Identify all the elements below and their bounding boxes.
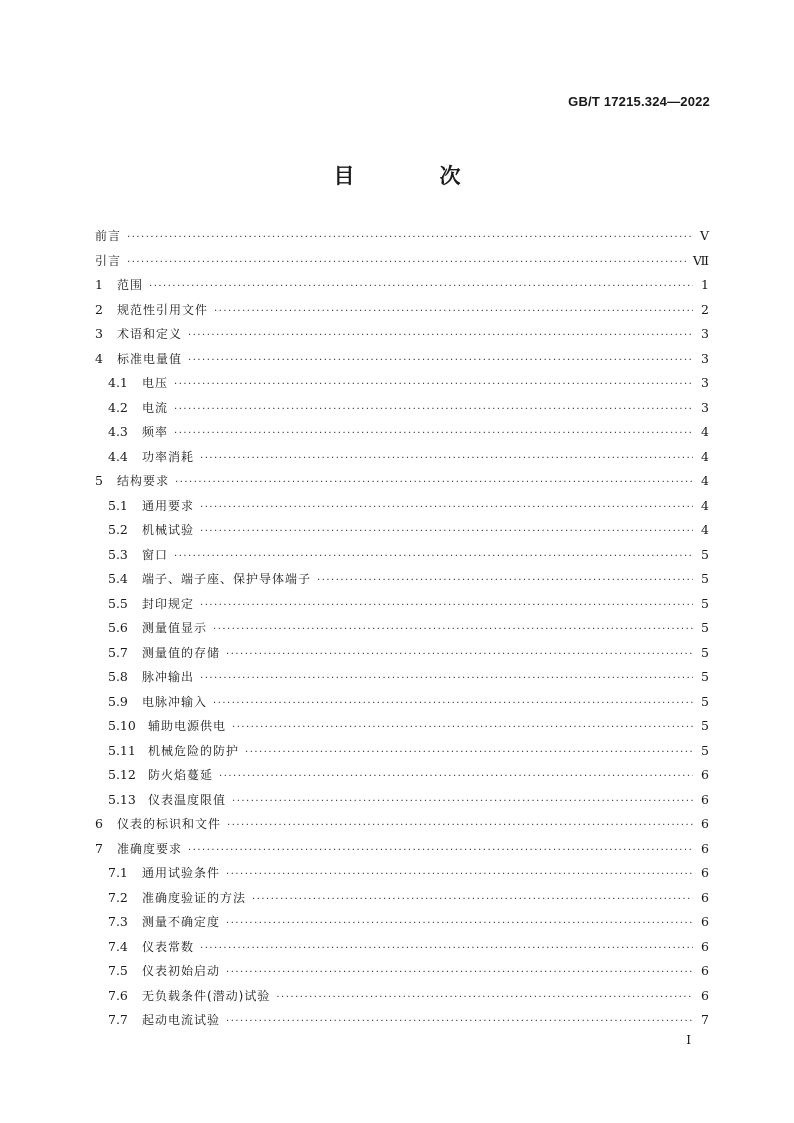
toc-entry[interactable] xyxy=(95,399,709,424)
toc-entry-title: 范围 xyxy=(117,278,144,292)
toc-leader-dots xyxy=(174,428,693,439)
toc-entry-title: 端子、端子座、保护导体端子 xyxy=(142,572,312,586)
toc-entry[interactable] xyxy=(95,766,709,791)
toc-entry-number: 4.3 xyxy=(108,424,128,439)
toc-leader-dots xyxy=(232,796,693,807)
toc-entry-number: 7.5 xyxy=(108,963,128,978)
toc-leader-dots xyxy=(219,771,693,782)
toc-entry-number: 4.4 xyxy=(108,448,128,464)
toc-entry[interactable] xyxy=(95,644,709,669)
toc-leader-dots xyxy=(200,673,693,684)
toc-entry-page: 4 xyxy=(701,473,709,488)
toc-leader-dots xyxy=(200,453,693,464)
toc-leader-dots xyxy=(174,404,693,415)
toc-entry-page: 6 xyxy=(701,840,709,856)
toc-entry-page: 6 xyxy=(701,889,709,905)
toc-entry[interactable] xyxy=(95,962,709,987)
toc-entry[interactable] xyxy=(95,840,709,865)
toc-entry-page: 6 xyxy=(701,914,709,929)
toc-entry-number: 7.1 xyxy=(108,865,128,880)
toc-leader-dots xyxy=(188,355,693,366)
toc-entry-title: 功率消耗 xyxy=(142,449,195,464)
toc-entry[interactable] xyxy=(95,913,709,938)
toc-entry-number: 5 xyxy=(95,473,103,488)
toc-entry-title: 通用试验条件 xyxy=(142,866,221,880)
toc-entry-number: 5.12 xyxy=(108,767,136,782)
toc-entry-page: 3 xyxy=(701,350,709,366)
toc-leader-dots xyxy=(252,894,693,905)
toc-entry[interactable] xyxy=(95,864,709,889)
toc-leader-dots xyxy=(127,257,687,268)
toc-leader-dots xyxy=(127,232,693,243)
toc-entry[interactable] xyxy=(95,619,709,644)
toc-entry-title: 规范性引用文件 xyxy=(117,302,209,317)
toc-entry-number: 1 xyxy=(95,277,103,292)
toc-entry-page: 5 xyxy=(701,620,709,635)
toc-entry-title: 电压 xyxy=(142,376,169,390)
toc-entry-page: 5 xyxy=(701,546,709,562)
toc-entry-page: 5 xyxy=(701,571,709,586)
toc-entry-page: 5 xyxy=(701,595,709,611)
toc-entry-number: 5.10 xyxy=(108,718,136,733)
toc-entry-number: 7.2 xyxy=(108,889,128,905)
toc-entry-title: 电流 xyxy=(142,400,169,415)
toc-entry-page: 3 xyxy=(701,326,709,341)
toc-entry-title: 准确度验证的方法 xyxy=(142,890,247,905)
toc-entry[interactable] xyxy=(95,815,709,840)
toc-entry[interactable] xyxy=(95,668,709,693)
toc-entry-number: 5.7 xyxy=(108,644,128,660)
toc-entry-title: 脉冲输出 xyxy=(142,670,195,684)
toc-entry[interactable] xyxy=(95,227,709,252)
toc-leader-dots xyxy=(232,722,693,733)
toc-entry-page: 5 xyxy=(701,718,709,733)
toc-leader-dots xyxy=(214,306,693,317)
toc-entry[interactable] xyxy=(95,742,709,767)
toc-leader-dots xyxy=(175,477,693,488)
toc-entry-title: 仪表初始启动 xyxy=(142,964,221,978)
toc-entry-page: 6 xyxy=(701,963,709,978)
toc-entry-title: 测量不确定度 xyxy=(142,915,221,929)
toc-entry-number: 4.2 xyxy=(108,399,128,415)
toc-entry[interactable] xyxy=(95,374,709,399)
toc-entry-page: 5 xyxy=(701,669,709,684)
toc-entry[interactable] xyxy=(95,595,709,620)
toc-entry[interactable] xyxy=(95,301,709,326)
toc-entry[interactable] xyxy=(95,325,709,350)
toc-entry-title: 仪表的标识和文件 xyxy=(117,817,222,831)
toc-entry[interactable] xyxy=(95,276,709,301)
toc-leader-dots xyxy=(188,330,693,341)
toc-leader-dots xyxy=(213,698,693,709)
toc-leader-dots xyxy=(226,1016,693,1027)
toc-entry-title: 引言 xyxy=(95,253,122,268)
toc-entry-title: 机械试验 xyxy=(142,523,195,537)
toc-leader-dots xyxy=(317,575,693,586)
toc-entry-page: 5 xyxy=(701,693,709,709)
toc-entry-page: 6 xyxy=(701,938,709,954)
toc-entry[interactable] xyxy=(95,448,709,473)
toc-entry[interactable] xyxy=(95,717,709,742)
toc-entry[interactable] xyxy=(95,791,709,816)
toc-entry-page: 4 xyxy=(701,522,709,537)
toc-entry-title: 准确度要求 xyxy=(117,841,183,856)
toc-entry-number: 5.1 xyxy=(108,497,128,513)
toc-entry-title: 频率 xyxy=(142,425,169,439)
toc-entry-page: 4 xyxy=(701,497,709,513)
toc-leader-dots xyxy=(149,281,693,292)
toc-leader-dots xyxy=(213,624,693,635)
toc-entry[interactable] xyxy=(95,252,709,277)
toc-entry-number: 5.3 xyxy=(108,546,128,562)
toc-leader-dots xyxy=(226,649,693,660)
toc-entry-page: 6 xyxy=(701,987,709,1003)
toc-entry-page: 3 xyxy=(701,375,709,390)
toc-entry-number: 7.7 xyxy=(108,1012,128,1027)
toc-entry-title: 术语和定义 xyxy=(117,327,183,341)
toc-entry[interactable] xyxy=(95,423,709,448)
toc-entry-title: 前言 xyxy=(95,229,122,243)
toc-entry-number: 2 xyxy=(95,301,103,317)
toc-leader-dots xyxy=(226,967,693,978)
toc-entry-number: 4.1 xyxy=(108,375,128,390)
toc-leader-dots xyxy=(226,918,693,929)
toc-entry-number: 4 xyxy=(95,350,103,366)
toc-entry[interactable] xyxy=(95,350,709,375)
table-of-contents xyxy=(95,227,709,1036)
toc-entry-number: 5.4 xyxy=(108,571,128,586)
toc-entry-number: 7 xyxy=(95,840,103,856)
toc-entry-page: 6 xyxy=(701,865,709,880)
toc-entry[interactable] xyxy=(95,1011,709,1036)
toc-entry-page: 6 xyxy=(701,767,709,782)
toc-entry-page: 3 xyxy=(701,399,709,415)
toc-entry-title: 防火焰蔓延 xyxy=(148,768,214,782)
toc-entry-number: 7.4 xyxy=(108,938,128,954)
toc-entry-title: 起动电流试验 xyxy=(142,1013,221,1027)
toc-entry[interactable] xyxy=(95,472,709,497)
toc-entry-page: 4 xyxy=(701,424,709,439)
toc-entry-number: 5.5 xyxy=(108,595,128,611)
toc-entry-title: 仪表温度限值 xyxy=(148,792,227,807)
toc-entry-number: 5.2 xyxy=(108,522,128,537)
toc-entry[interactable] xyxy=(95,497,709,522)
standard-code: GB/T 17215.324—2022 xyxy=(568,94,710,109)
toc-entry-title: 标准电量值 xyxy=(117,351,183,366)
toc-entry-title: 测量值显示 xyxy=(142,621,208,635)
page-title: 目 次 xyxy=(333,164,493,188)
toc-leader-dots xyxy=(227,820,693,831)
toc-entry-title: 封印规定 xyxy=(142,596,195,611)
toc-entry-title: 窗口 xyxy=(142,547,169,562)
toc-leader-dots xyxy=(226,869,693,880)
toc-entry[interactable] xyxy=(95,987,709,1012)
toc-leader-dots xyxy=(245,747,693,758)
toc-entry[interactable] xyxy=(95,521,709,546)
toc-entry-number: 6 xyxy=(95,816,103,831)
toc-entry-number: 5.8 xyxy=(108,669,128,684)
toc-entry-page: 7 xyxy=(701,1012,709,1027)
toc-entry[interactable] xyxy=(95,889,709,914)
toc-entry-page: 1 xyxy=(701,277,709,292)
toc-entry-number: 3 xyxy=(95,326,103,341)
toc-entry[interactable] xyxy=(95,546,709,571)
toc-entry-number: 5.6 xyxy=(108,620,128,635)
toc-leader-dots xyxy=(188,845,693,856)
toc-entry-number: 5.11 xyxy=(108,742,136,758)
toc-leader-dots xyxy=(200,943,693,954)
toc-leader-dots xyxy=(200,526,693,537)
toc-entry-page: Ⅶ xyxy=(692,252,709,268)
toc-leader-dots xyxy=(174,379,693,390)
toc-entry-number: 7.6 xyxy=(108,987,128,1003)
toc-entry-title: 通用要求 xyxy=(142,498,195,513)
toc-leader-dots xyxy=(200,600,693,611)
toc-entry-title: 辅助电源供电 xyxy=(148,719,227,733)
toc-entry-title: 无负载条件(潜动)试验 xyxy=(142,988,271,1003)
toc-entry[interactable] xyxy=(95,570,709,595)
toc-entry-number: 5.9 xyxy=(108,693,128,709)
toc-entry-page: 5 xyxy=(701,742,709,758)
toc-entry-number: 5.13 xyxy=(108,791,136,807)
toc-entry-title: 测量值的存储 xyxy=(142,645,221,660)
toc-entry-page: Ⅴ xyxy=(699,228,709,243)
toc-entry[interactable] xyxy=(95,938,709,963)
toc-entry-page: 6 xyxy=(701,816,709,831)
toc-leader-dots xyxy=(174,551,693,562)
toc-entry-number: 7.3 xyxy=(108,914,128,929)
toc-entry-title: 仪表常数 xyxy=(142,939,195,954)
toc-entry[interactable] xyxy=(95,693,709,718)
toc-entry-title: 电脉冲输入 xyxy=(142,694,208,709)
toc-entry-page: 5 xyxy=(701,644,709,660)
toc-entry-title: 机械危险的防护 xyxy=(148,743,240,758)
toc-entry-page: 6 xyxy=(701,791,709,807)
toc-entry-title: 结构要求 xyxy=(117,474,170,488)
toc-leader-dots xyxy=(276,992,693,1003)
toc-entry-page: 4 xyxy=(701,448,709,464)
toc-leader-dots xyxy=(200,502,693,513)
page-number: I xyxy=(686,1033,691,1047)
toc-entry-page: 2 xyxy=(701,301,709,317)
